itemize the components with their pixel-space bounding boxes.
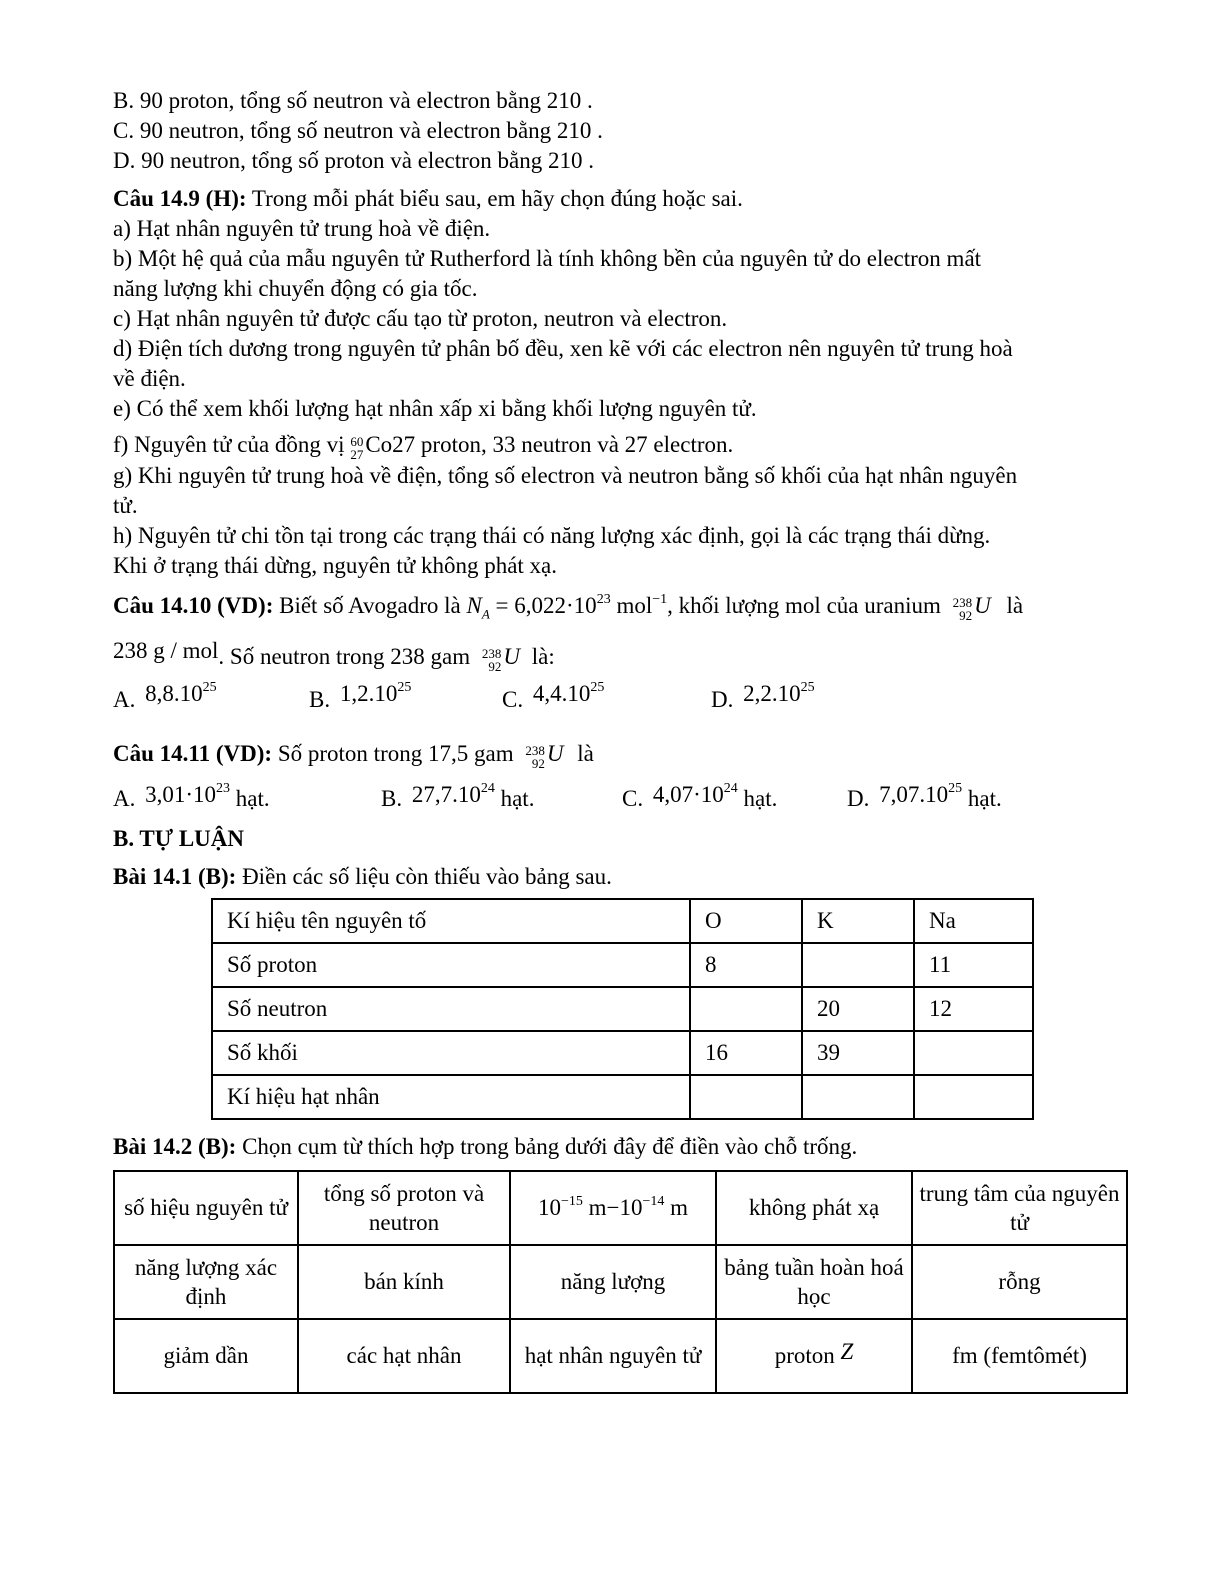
- option-base: 7,07.10: [879, 781, 949, 807]
- table-cell[interactable]: [914, 1031, 1033, 1075]
- document-page: [113, 86, 1128, 1394]
- option-base: 3,01·10: [145, 781, 217, 807]
- element-symbol: U: [546, 740, 564, 766]
- table-cell: giảm dần: [114, 1319, 298, 1393]
- option-base: 8,8.10: [145, 680, 203, 706]
- option-exponent: 25: [800, 679, 815, 695]
- table-cell[interactable]: [914, 1075, 1033, 1119]
- option-value: [533, 681, 605, 706]
- choice-c: C. 90 neutron, tổng số neutron và electron bằng 210 .: [113, 118, 603, 143]
- range-unit: m: [664, 1195, 689, 1221]
- question-text-2: là: [571, 740, 594, 766]
- table-row: [212, 987, 1033, 1031]
- table-cell: Số khối: [212, 1031, 690, 1075]
- option-letter: A.: [113, 686, 136, 712]
- option-unit: hạt.: [743, 785, 778, 811]
- exercise-14-2: [113, 1132, 1128, 1162]
- statement-f-prefix: f) Nguyên tử của đồng vị: [113, 432, 351, 457]
- avogadro-unit-exponent: −1: [652, 592, 668, 607]
- question-14-9: [113, 184, 1128, 214]
- choice-b: B. 90 proton, tổng số neutron và electron bằng 210 .: [113, 88, 593, 113]
- option-value: [145, 782, 230, 807]
- question-text-5: là:: [526, 643, 555, 669]
- question-text-4: . Số neutron trong 238 gam: [218, 643, 476, 669]
- statement-c: c) Hạt nhân nguyên tử được cấu tạo từ proton, neutron và electron.: [113, 306, 728, 331]
- table-cell: [510, 1171, 716, 1245]
- table-row: [114, 1171, 1127, 1245]
- nuclide-co60: [350, 430, 415, 461]
- option-exponent: 25: [590, 679, 605, 695]
- avogadro-symbol: N: [466, 593, 482, 618]
- question-label: Câu 14.11 (VD):: [113, 740, 273, 766]
- table-cell: [716, 1319, 912, 1393]
- nuclide-u238: [525, 739, 563, 770]
- table-cell: K: [802, 899, 914, 943]
- table-row: [212, 899, 1033, 943]
- option-exponent: 23: [216, 780, 231, 796]
- table-cell: các hạt nhân: [298, 1319, 510, 1393]
- range-base: 10: [537, 1195, 561, 1221]
- atomic-number: 92: [531, 755, 545, 771]
- option-d[interactable]: [711, 679, 815, 715]
- avogadro-expression: [466, 592, 668, 622]
- statement-d-line1: d) Điện tích dương trong nguyên tử phân bố đều, xen kẽ với các electron nên nguyên tử trung hoà: [113, 336, 1013, 361]
- choice-d: D. 90 neutron, tổng số proton và electron bằng 210 .: [113, 148, 594, 173]
- option-c[interactable]: [622, 780, 847, 814]
- option-unit: hạt.: [235, 785, 270, 811]
- option-value: [340, 681, 412, 706]
- statement-f-suffix: proton, 33 neutron và 27 electron.: [415, 432, 734, 457]
- mass-number: 238: [481, 645, 502, 661]
- table-cell: hạt nhân nguyên tử: [510, 1319, 716, 1393]
- table-cell: O: [690, 899, 802, 943]
- table-cell: tổng số proton và neutron: [298, 1171, 510, 1245]
- statement-b-line1: b) Một hệ quả của mẫu nguyên tử Rutherford là tính không bền của nguyên tử do electron mất: [113, 246, 982, 271]
- atomic-number: 27: [350, 447, 364, 462]
- statement-h-line1: h) Nguyên tử chi tồn tại trong các trạng thái có năng lượng xác định, gọi là các trạng thái dừng.: [113, 523, 991, 548]
- option-a[interactable]: [113, 780, 381, 814]
- option-base: 4,4.10: [532, 680, 591, 706]
- exercise-text: Điền các số liệu còn thiếu vào bảng sau.: [236, 863, 612, 889]
- mass-number: 238: [952, 595, 973, 610]
- option-value: [743, 681, 815, 706]
- table-cell: 11: [914, 943, 1033, 987]
- table-cell: 12: [914, 987, 1033, 1031]
- avogadro-unit: mol: [610, 593, 653, 618]
- statement-b-line2: năng lượng khi chuyển động có gia tốc.: [113, 276, 478, 301]
- option-letter: B.: [309, 686, 331, 712]
- option-base: 27,7.10: [411, 781, 481, 807]
- question-14-11: [113, 739, 1128, 770]
- table-cell: 16: [690, 1031, 802, 1075]
- option-exponent: 25: [397, 679, 412, 695]
- option-c[interactable]: [502, 679, 711, 715]
- question-label: Câu 14.10 (VD):: [113, 593, 274, 618]
- table-cell: 39: [802, 1031, 914, 1075]
- question-14-10-line2: [113, 637, 1128, 674]
- question-14-10: [113, 591, 1128, 630]
- table-cell: Số neutron: [212, 987, 690, 1031]
- exercise-label: Bài 14.1 (B):: [113, 863, 237, 889]
- table-cell: năng lượng: [510, 1245, 716, 1319]
- option-d[interactable]: [847, 780, 1002, 814]
- option-b[interactable]: [381, 780, 622, 814]
- exercise-label: Bài 14.2 (B):: [113, 1133, 237, 1159]
- statement-g-line2: tử.: [113, 493, 138, 518]
- atomic-number: 92: [488, 658, 502, 674]
- atomic-number: 92: [959, 608, 973, 623]
- element-symbol: U: [503, 643, 520, 669]
- table-cell: 20: [802, 987, 914, 1031]
- table-cell[interactable]: [690, 987, 802, 1031]
- table-row: [212, 1075, 1033, 1119]
- mass-number: 60: [350, 434, 364, 449]
- statement-a: a) Hạt nhân nguyên tử trung hoà về điện.: [113, 216, 491, 241]
- statement-e: e) Có thể xem khối lượng hạt nhân xấp xi bằng khối lượng nguyên tử.: [113, 396, 757, 421]
- table-cell: Kí hiệu hạt nhân: [212, 1075, 690, 1119]
- question-text: Trong mỗi phát biểu sau, em hãy chọn đúng hoặc sai.: [246, 186, 743, 211]
- answer-options-14-10: [113, 679, 1128, 715]
- table-cell: rỗng: [912, 1245, 1127, 1319]
- range-exponent: −15: [560, 1194, 583, 1210]
- nuclide-u238: [482, 642, 520, 673]
- option-base: 2,2.10: [743, 680, 801, 706]
- cell-text: proton: [774, 1343, 841, 1369]
- option-base: 4,07·10: [652, 781, 724, 807]
- table-cell: không phát xạ: [716, 1171, 912, 1245]
- question-label: Câu 14.9 (H):: [113, 186, 247, 211]
- option-value: [412, 782, 495, 807]
- question-text: Biết số Avogadro là: [273, 593, 467, 618]
- table-row: [114, 1319, 1127, 1393]
- table-row: [212, 943, 1033, 987]
- table-cell: trung tâm của nguyên tử: [912, 1171, 1127, 1245]
- table-cell: số hiệu nguyên tử: [114, 1171, 298, 1245]
- table-row: [212, 1031, 1033, 1075]
- variable-symbol: Z: [840, 1339, 854, 1365]
- nuclide-u238: [953, 591, 991, 622]
- element-symbol: Co27: [365, 432, 416, 457]
- option-a[interactable]: [113, 679, 309, 715]
- table-cell: Kí hiệu tên nguyên tố: [212, 899, 690, 943]
- option-unit: hạt.: [500, 785, 535, 811]
- option-letter: D.: [847, 785, 870, 811]
- option-letter: C.: [502, 686, 524, 712]
- range-middle: m−10: [582, 1195, 643, 1221]
- table-cell[interactable]: [802, 1075, 914, 1119]
- option-value: [879, 782, 962, 807]
- option-b[interactable]: [309, 679, 502, 715]
- table-cell: Na: [914, 899, 1033, 943]
- section-title: B. TỰ LUẬN: [113, 825, 244, 851]
- option-exponent: 25: [948, 780, 963, 796]
- option-letter: B.: [381, 785, 403, 811]
- element-symbol: U: [974, 593, 991, 618]
- table-cell: năng lượng xác định: [114, 1245, 298, 1319]
- table-cell[interactable]: [802, 943, 914, 987]
- question-text-3: là: [1000, 593, 1024, 618]
- question-text-2: , khối lượng mol của uranium: [667, 593, 947, 618]
- exercise-14-1: [113, 862, 1128, 892]
- statement-f: [113, 430, 1128, 461]
- option-exponent: 24: [480, 780, 495, 796]
- option-exponent: 24: [723, 780, 738, 796]
- range-exponent: −14: [642, 1194, 665, 1210]
- option-value: [145, 681, 217, 706]
- option-letter: C.: [622, 785, 644, 811]
- avogadro-exponent: 23: [596, 592, 611, 607]
- table-row: [114, 1245, 1127, 1319]
- table-cell: fm (femtômét): [912, 1319, 1127, 1393]
- option-base: 1,2.10: [339, 680, 398, 706]
- word-bank-table: [113, 1170, 1128, 1394]
- option-value: [653, 782, 738, 807]
- mass-number: 238: [525, 742, 545, 758]
- option-letter: D.: [711, 686, 734, 712]
- avogadro-value: = 6,022·10: [489, 593, 597, 618]
- table-cell: bảng tuần hoàn hoá học: [716, 1245, 912, 1319]
- question-text: Số proton trong 17,5 gam: [272, 740, 520, 766]
- table-cell: 8: [690, 943, 802, 987]
- table-cell[interactable]: [690, 1075, 802, 1119]
- option-letter: A.: [113, 785, 136, 811]
- avogadro-subscript: A: [481, 606, 490, 622]
- statement-h-line2: Khi ở trạng thái dừng, nguyên tử không phát xạ.: [113, 553, 557, 578]
- molar-mass: 238 g / mol: [113, 637, 219, 663]
- answer-options-14-11: [113, 780, 1128, 814]
- element-table: [211, 898, 1034, 1120]
- exercise-text: Chọn cụm từ thích hợp trong bảng dưới đây để điền vào chỗ trống.: [236, 1133, 858, 1159]
- option-exponent: 25: [202, 679, 217, 695]
- statement-d-line2: về điện.: [113, 366, 186, 391]
- section-heading: [113, 824, 1128, 854]
- table-cell: bán kính: [298, 1245, 510, 1319]
- option-unit: hạt.: [967, 785, 1002, 811]
- statement-g-line1: g) Khi nguyên tử trung hoà về điện, tổng số electron và neutron bằng số khối của hạt nhân nguyên: [113, 463, 1018, 488]
- table-cell: Số proton: [212, 943, 690, 987]
